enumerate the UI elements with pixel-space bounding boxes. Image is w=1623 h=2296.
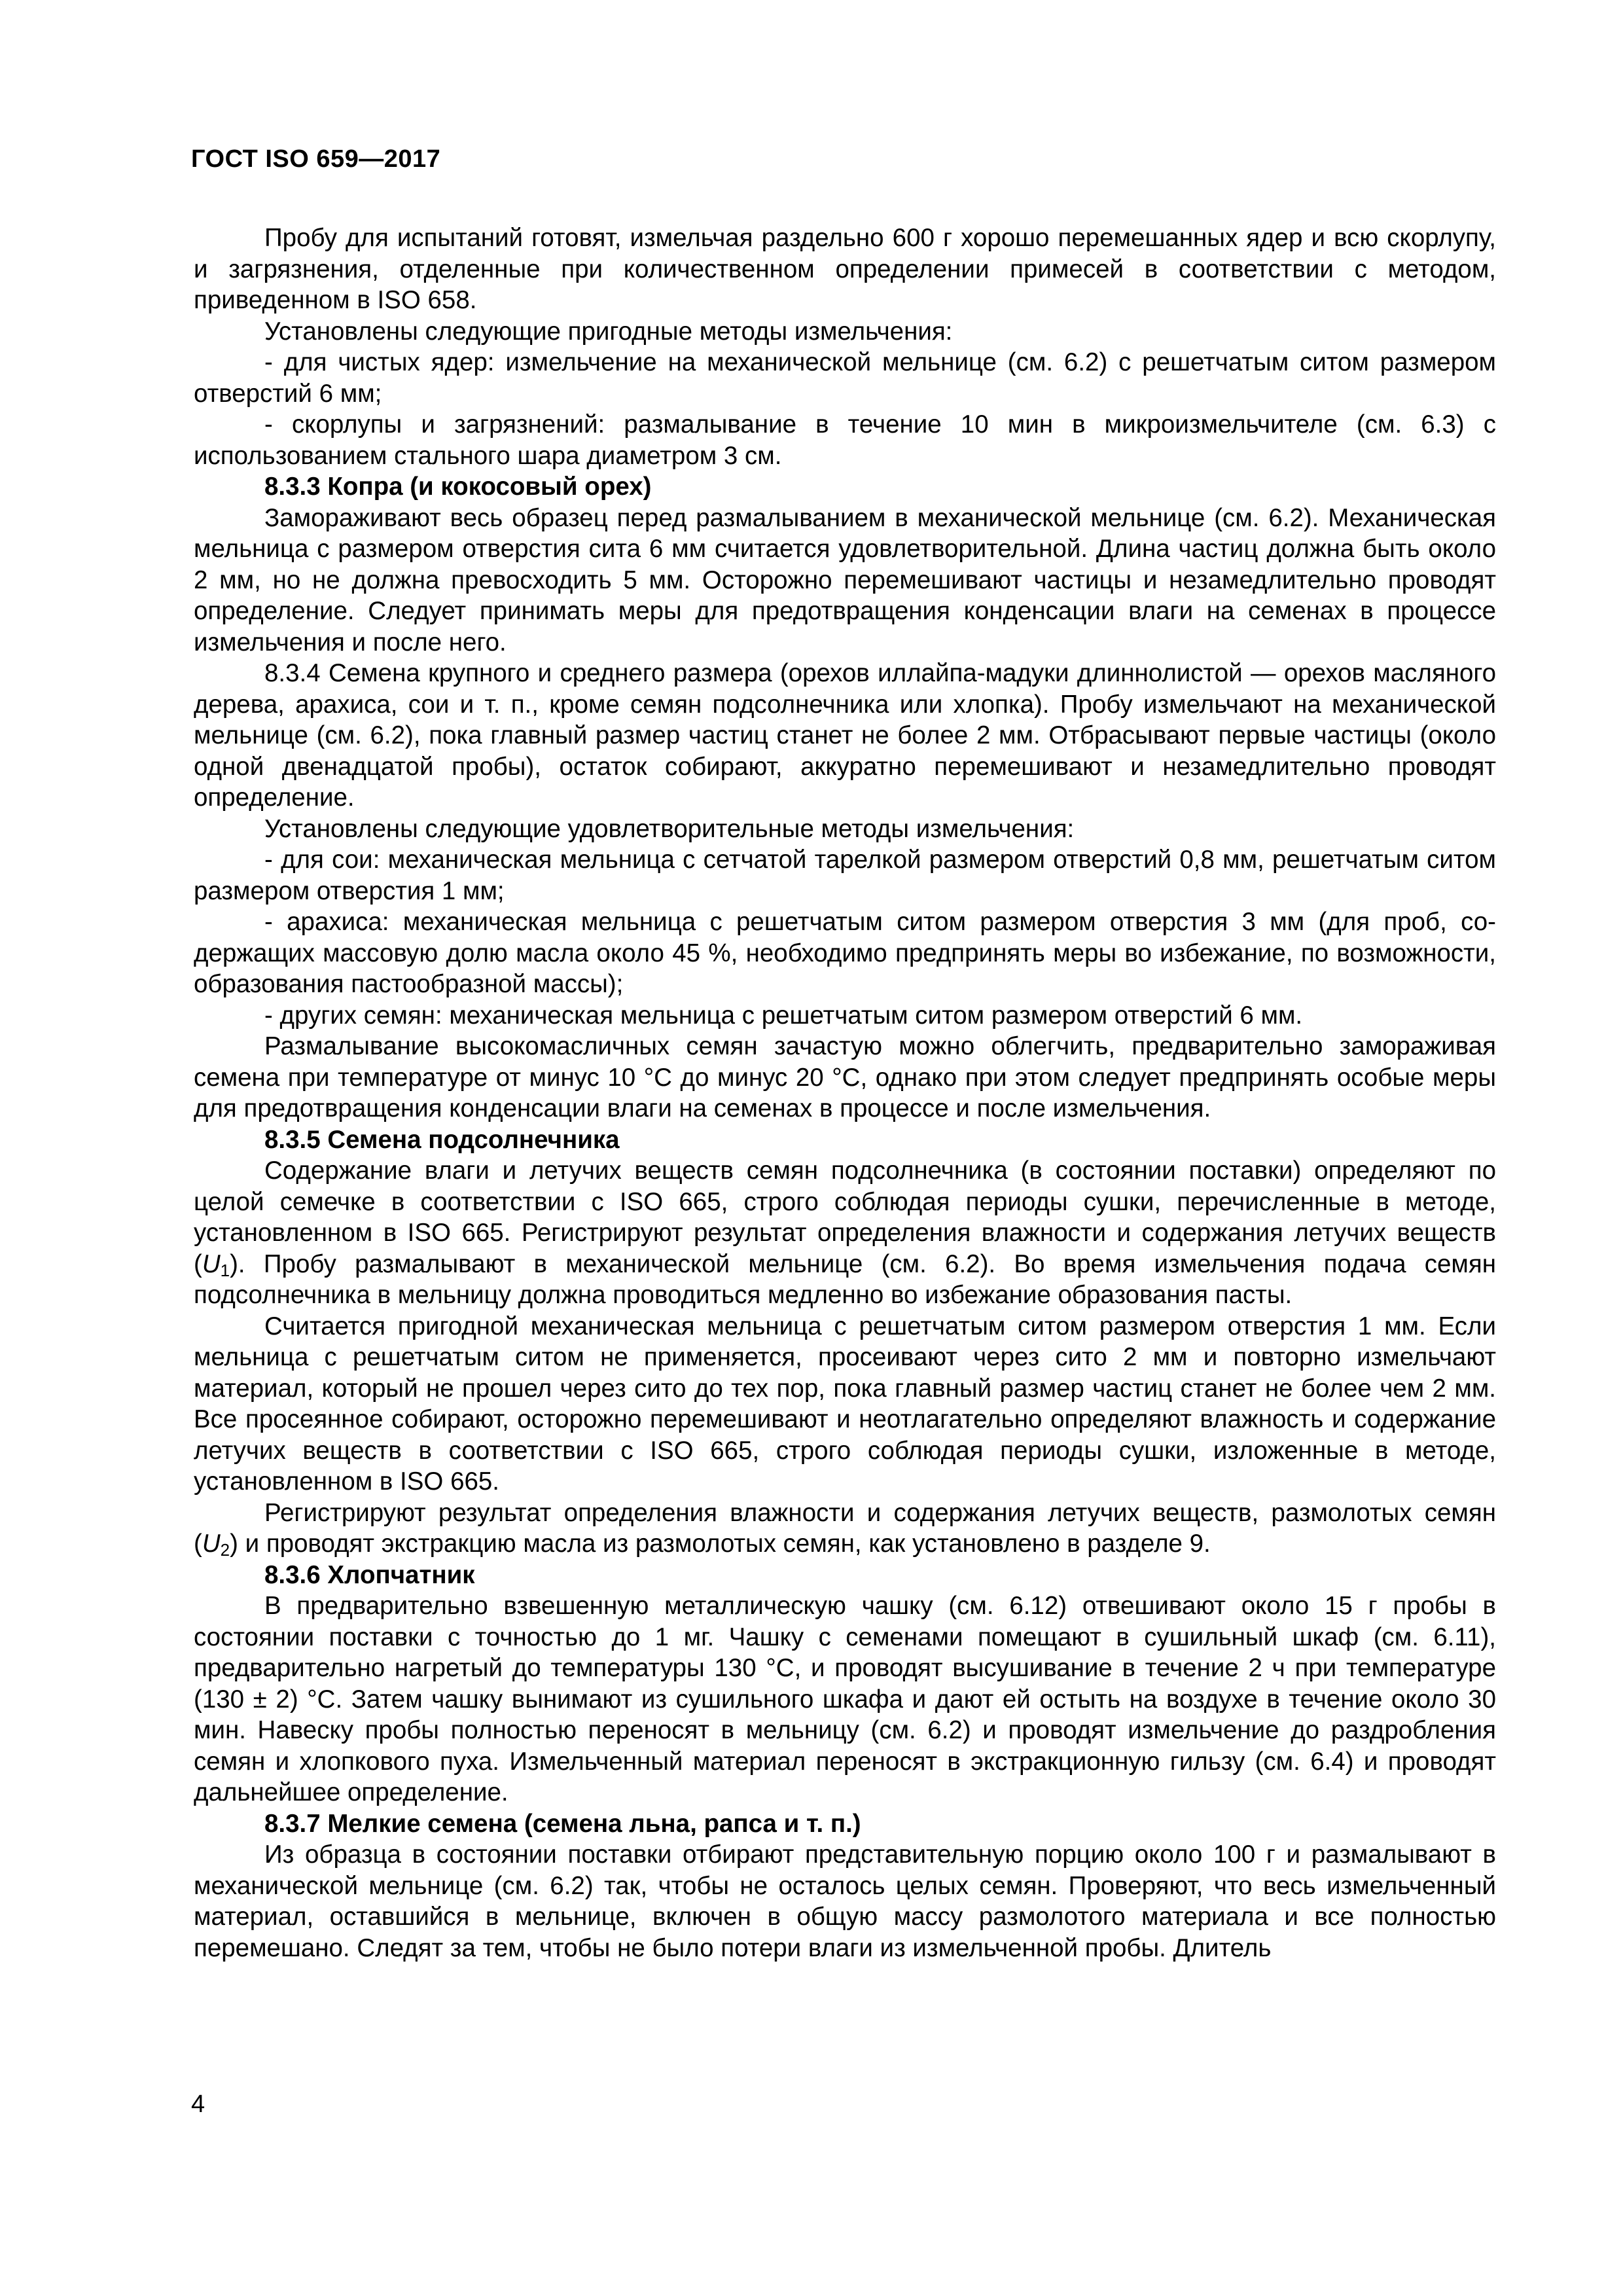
section-heading: 8.3.6 Хлопчатник: [264, 1560, 475, 1589]
list-item: - арахиса: механическая мельница с решетчатым ситом размером отверстия 3 мм (для проб, содержащих массовую долю масла около 45 %, необходимо предпринять меры во избежание, по возможности, образования пастообразной массы);: [194, 908, 1496, 998]
paragraph-text: Регистрируют результат определения влажности и содержания летучих веществ, размолотых семян (: [194, 1498, 1496, 1558]
paragraph-text: Содержание влаги и летучих веществ семян подсолнечника (в состоянии поставки) определяют по целой семечке в соответствии с ISO 665, строго соблюдая периоды сушки, перечисленные в методе, установленном в ISO 665. Регистрируют результат определения влажности и содержания летучих веществ (: [194, 1157, 1496, 1278]
paragraph: 8.3.4 Семена крупного и среднего размера (орехов иллайпа-мадуки длиннолистой — орехов масляного дерева, арахиса, сои и т. п., кроме семян подсолнечника или хлопка). Пробу измельчают на механической мельнице (см. 6.2), пока главный размер частиц станет не более 2 мм. Отбрасывают первые частицы (около одной двенадцатой пробы), остаток собирают, аккуратно перемешивают и незамедлительно проводят определение.: [194, 659, 1496, 812]
paragraph: Из образца в состоянии поставки отбирают представительную порцию около 100 г и размалывают в механической мельнице (см. 6.2) так, чтобы не осталось целых семян. Проверяют, что весь измельченный материал, оставшийся в мельнице, включен в общую массу размолотого материала и все полностью перемешано. Следят за тем, чтобы не было потери влаги из измельченной пробы. Длитель: [194, 1840, 1496, 1962]
paragraph: Установлены следующие удовлетворительные методы измельчения:: [264, 814, 1075, 843]
paragraph-text: ) и проводят экстракцию масла из размолотых семян, как установлено в разделе 9.: [230, 1530, 1211, 1558]
paragraph: Считается пригодной механическая мельница с решетчатым ситом размером отверстия 1 мм. Если мельница с решетчатым ситом не применяется, просеивают через сито 2 мм и повторно измельчают материал, который не прошел через сито до тех пор, пока главный размер частиц станет не более чем 2 мм. Все просеянное собирают, осторожно перемешивают и неотлагательно определяют влажность и содержание летучих веществ в соответствии с ISO 665, строго соблюдая периоды сушки, изложенные в методе, установленном в ISO 665.: [194, 1312, 1496, 1496]
variable-symbol: U: [202, 1530, 221, 1558]
list-item: - для сои: механическая мельница с сетчатой тарелкой размером отверстий 0,8 мм, решетчатым ситом размером отверстия 1 мм;: [194, 846, 1496, 905]
list-item: - других семян: механическая мельница с решетчатым ситом размером отверстий 6 мм.: [264, 1001, 1303, 1030]
paragraph: [194, 1498, 1496, 1560]
paragraph: Пробу для испытаний готовят, измельчая раздельно 600 г хорошо перемешанных ядер и всю скорлупу, и загрязнения, отделенные при количественном определении примесей в соответствии с методом, приведенном в ISO 658.: [194, 224, 1496, 314]
variable-subscript: 1: [220, 1260, 230, 1280]
paragraph: [194, 1155, 1496, 1311]
paragraph-text: ). Пробу размалывают в механической мельнице (см. 6.2). Во время измельчения подача семян подсолнечника в мельницу должна проводиться медленно во избежание образования пасты.: [194, 1249, 1496, 1309]
page-number: 4: [191, 2090, 205, 2118]
section-heading: 8.3.7 Мелкие семена (семена льна, рапса и т. п.): [264, 1809, 861, 1838]
paragraph: Установлены следующие пригодные методы измельчения:: [264, 317, 953, 346]
list-item: - скорлупы и загрязнений: размалывание в течение 10 мин в микроизмельчителе (см. 6.3) с использованием стального шара диаметром 3 см.: [194, 410, 1496, 470]
paragraph: В предварительно взвешенную металлическую чашку (см. 6.12) отвешивают около 15 г пробы в состоянии поставки с точностью до 1 мг. Чашку с семенами помещают в сушильный шкаф (см. 6.11), предварительно нагретый до температуры 130 °С, и проводят высушивание в течение 2 ч при температуре (130 ± 2) °С. Затем чашку вынимают из сушильного шкафа и дают ей остыть на воздухе в течение около 30 мин. Навеску пробы полностью переносят в мельницу (см. 6.2) и проводят измельчение до раздробления семян и хлопкового пуха. Измельченный материал переносят в экстракционную гильзу (см. 6.4) и проводят дальнейшее определение.: [194, 1592, 1496, 1806]
page-header-doc-id: ГОСТ ISO 659—2017: [191, 145, 441, 173]
section-heading: 8.3.5 Семена подсолнечника: [264, 1125, 620, 1154]
paragraph: Замораживают весь образец перед размалыванием в механической мельнице (см. 6.2). Механическая мельница с размером отверстия сита 6 мм считается удовлетворительной. Длина частиц должна быть около 2 мм, но не должна превосходить 5 мм. Осторожно перемешивают частицы и незамедлительно проводят определение. Следует принимать меры для предотвращения конденсации влаги на семенах в процессе измельчения и после него.: [194, 503, 1496, 656]
list-item: - для чистых ядер: измельчение на механической мельнице (см. 6.2) с решетчатым ситом размером отверстий 6 мм;: [194, 348, 1496, 408]
section-heading: 8.3.3 Копра (и кокосовый орех): [264, 473, 652, 501]
variable-subscript: 2: [220, 1540, 230, 1560]
variable-symbol: U: [202, 1249, 221, 1278]
paragraph: Размалывание высокомасличных семян зачастую можно облегчить, предварительно замораживая семена при температуре от минус 10 °С до минус 20 °С, однако при этом следует предпринять особые меры для предотвращения конденсации влаги на семенах в процессе и после измельчения.: [194, 1032, 1496, 1122]
document-body: [194, 223, 1496, 1964]
